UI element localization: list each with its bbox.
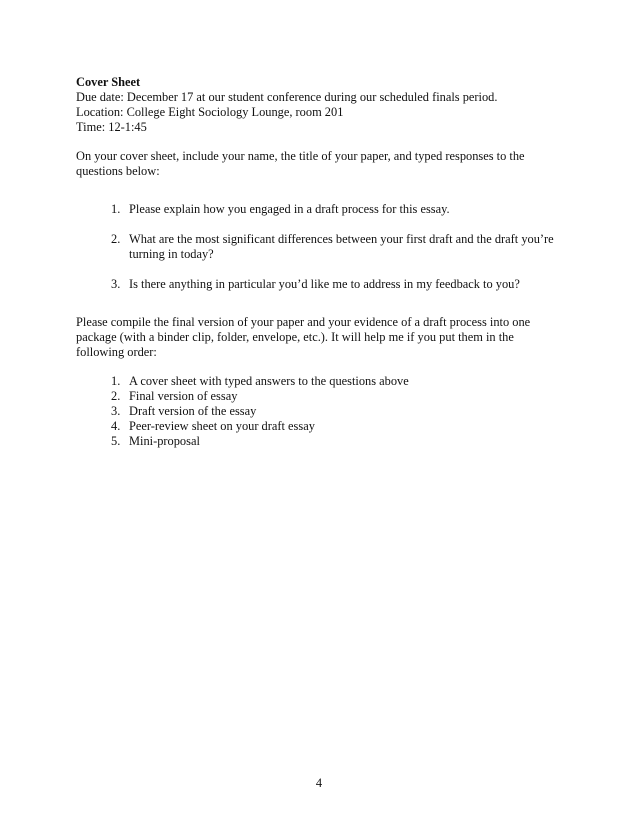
- order-item: [76, 389, 576, 404]
- order-item: [76, 434, 576, 449]
- spacer: [76, 135, 576, 149]
- cover-sheet-heading: Cover Sheet: [76, 75, 141, 89]
- order-list: [76, 374, 576, 449]
- instructions-line: Please compile the final version of your paper and your evidence of a draft process into one: [76, 315, 531, 329]
- spacer: [76, 360, 576, 374]
- question-item: [76, 277, 576, 292]
- document-body: [76, 75, 576, 449]
- questions-list: [76, 202, 576, 292]
- order-item-text: Final version of essay: [129, 389, 238, 403]
- intro-paragraph: [76, 149, 576, 179]
- question-item: [76, 202, 576, 217]
- question-number: 1.: [111, 202, 121, 216]
- order-item-text: Mini-proposal: [129, 434, 200, 448]
- instructions-paragraph: [76, 315, 576, 360]
- order-item: [76, 419, 576, 434]
- order-item: [76, 404, 576, 419]
- order-item-number: 4.: [111, 419, 121, 433]
- instructions-line: following order:: [76, 345, 157, 359]
- time-line: Time: 12-1:45: [76, 120, 147, 134]
- instructions-line: package (with a binder clip, folder, envelope, etc.). It will help me if you put them in the: [76, 330, 514, 344]
- intro-line: questions below:: [76, 164, 160, 178]
- location-line: Location: College Eight Sociology Lounge, room 201: [76, 105, 344, 119]
- spacer: [76, 292, 576, 315]
- question-text-continued: turning in today?: [129, 247, 214, 261]
- question-item: [76, 232, 576, 262]
- spacer: [76, 179, 576, 202]
- question-number: 3.: [111, 277, 121, 291]
- order-item-number: 5.: [111, 434, 121, 448]
- order-item-number: 3.: [111, 404, 121, 418]
- question-number: 2.: [111, 232, 121, 246]
- due-date-line: Due date: December 17 at our student conference during our scheduled finals period.: [76, 90, 498, 104]
- intro-line: On your cover sheet, include your name, the title of your paper, and typed responses to the: [76, 149, 525, 163]
- order-item-text: A cover sheet with typed answers to the questions above: [129, 374, 409, 388]
- order-item-text: Peer-review sheet on your draft essay: [129, 419, 315, 433]
- page-number: 4: [315, 776, 323, 790]
- order-item-number: 1.: [111, 374, 121, 388]
- order-item-number: 2.: [111, 389, 121, 403]
- order-item-text: Draft version of the essay: [129, 404, 257, 418]
- question-text: Is there anything in particular you’d like me to address in my feedback to you?: [129, 277, 520, 291]
- order-item: [76, 374, 576, 389]
- question-text: What are the most significant differences between your first draft and the draft you’re: [129, 232, 554, 246]
- question-text: Please explain how you engaged in a draft process for this essay.: [129, 202, 450, 216]
